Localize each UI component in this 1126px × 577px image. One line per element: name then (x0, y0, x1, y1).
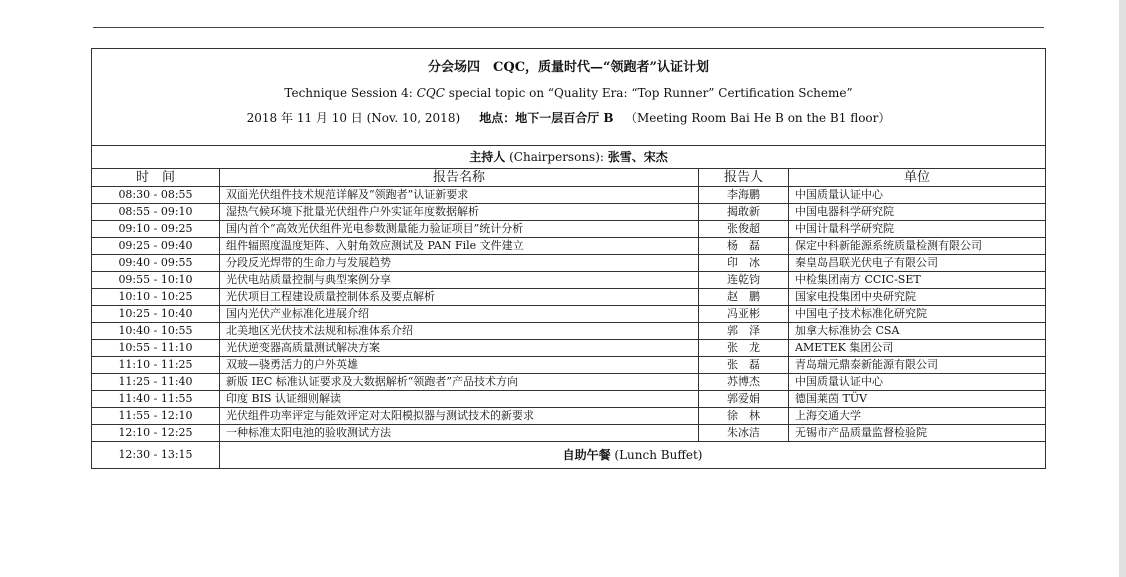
row-speaker: 赵 鹏 (699, 289, 789, 306)
row-speaker: 揭敢新 (699, 204, 789, 221)
chair-label-en: (Chairpersons): (505, 150, 608, 164)
title-en-suffix: special topic on “Quality Era: “Top Runner” Certification Scheme” (444, 86, 853, 100)
row-org: 中国电子技术标准化研究院 (789, 306, 1046, 323)
row-org: 德国莱茵 TÜV (789, 391, 1046, 408)
table-row (92, 204, 1046, 221)
row-org: 中国电器科学研究院 (789, 204, 1046, 221)
table-row (92, 289, 1046, 306)
chairpersons-cell (92, 146, 1046, 169)
row-title: 双面光伏组件技术规范详解及“领跑者”认证新要求 (220, 187, 699, 204)
row-org: 中国质量认证中心 (789, 187, 1046, 204)
session-title-row (92, 49, 1046, 146)
table-row (92, 340, 1046, 357)
row-org: 中国质量认证中心 (789, 374, 1046, 391)
row-time: 09:40 - 09:55 (92, 255, 220, 272)
row-title: 光伏项目工程建设质量控制体系及要点解析 (220, 289, 699, 306)
session-date: 2018 年 11 月 10 日 (Nov. 10, 2018) (246, 111, 461, 125)
row-title: 国内首个“高效光伏组件光电参数测量能力验证项目”统计分析 (220, 221, 699, 238)
lunch-label-cn: 自助午餐 (562, 448, 611, 462)
table-row (92, 374, 1046, 391)
row-speaker: 张 磊 (699, 357, 789, 374)
row-org: 中检集团南方 CCIC-SET (789, 272, 1046, 289)
row-org: 无锡市产品质量监督检验院 (789, 425, 1046, 442)
page-edge (1119, 0, 1126, 577)
col-header-org: 单位 (789, 169, 1046, 187)
row-org: 上海交通大学 (789, 408, 1046, 425)
table-row (92, 323, 1046, 340)
chair-label: 主持人 (469, 150, 506, 164)
row-org: 秦皇岛昌联光伏电子有限公司 (789, 255, 1046, 272)
table-row (92, 221, 1046, 238)
row-title: 新版 IEC 标准认证要求及大数据解析“领跑者”产品技术方向 (220, 374, 699, 391)
row-time: 09:55 - 10:10 (92, 272, 220, 289)
row-title: 湿热气候环境下批量光伏组件户外实证年度数据解析 (220, 204, 699, 221)
title-en-cqc: CQC (416, 86, 445, 100)
row-title: 国内光伏产业标准化进展介绍 (220, 306, 699, 323)
row-speaker: 苏博杰 (699, 374, 789, 391)
row-time: 10:55 - 11:10 (92, 340, 220, 357)
table-row (92, 187, 1046, 204)
table-row (92, 408, 1046, 425)
row-org: 加拿大标准协会 CSA (789, 323, 1046, 340)
table-row (92, 238, 1046, 255)
column-header-row (92, 169, 1046, 187)
title-en-prefix: Technique Session 4: (284, 86, 417, 100)
row-time: 10:10 - 10:25 (92, 289, 220, 306)
table-row (92, 391, 1046, 408)
row-speaker: 李海鹏 (699, 187, 789, 204)
row-time: 08:55 - 09:10 (92, 204, 220, 221)
table-row (92, 425, 1046, 442)
row-org: AMETEK 集团公司 (789, 340, 1046, 357)
session-title-cell (92, 49, 1046, 146)
col-header-title: 报告名称 (220, 169, 699, 187)
session-title-en (92, 82, 1045, 104)
table-row (92, 272, 1046, 289)
row-time: 09:10 - 09:25 (92, 221, 220, 238)
session-date-venue (92, 107, 1045, 129)
row-time: 09:25 - 09:40 (92, 238, 220, 255)
row-speaker: 张 龙 (699, 340, 789, 357)
session-title-cn: 分会场四 CQC，质量时代—“领跑者”认证计划 (428, 60, 710, 75)
row-time: 10:40 - 10:55 (92, 323, 220, 340)
chair-names: 张雪、宋杰 (607, 150, 668, 164)
row-time: 11:10 - 11:25 (92, 357, 220, 374)
row-title: 一种标准太阳电池的验收测试方法 (220, 425, 699, 442)
row-title: 组件辐照度温度矩阵、入射角效应测试及 PAN File 文件建立 (220, 238, 699, 255)
row-title: 光伏逆变器高质量测试解决方案 (220, 340, 699, 357)
col-header-speaker: 报告人 (699, 169, 789, 187)
lunch-label-en: (Lunch Buffet) (610, 448, 703, 462)
row-speaker: 郭 泽 (699, 323, 789, 340)
row-title: 光伏电站质量控制与典型案例分享 (220, 272, 699, 289)
row-speaker: 杨 磊 (699, 238, 789, 255)
lunch-label (220, 442, 1046, 469)
table-row (92, 255, 1046, 272)
session-schedule-table (91, 48, 1046, 469)
row-time: 12:10 - 12:25 (92, 425, 220, 442)
row-title: 北美地区光伏技术法规和标准体系介绍 (220, 323, 699, 340)
row-title: 分段反光焊带的生命力与发展趋势 (220, 255, 699, 272)
row-time: 08:30 - 08:55 (92, 187, 220, 204)
row-speaker: 徐 林 (699, 408, 789, 425)
row-speaker: 张俊超 (699, 221, 789, 238)
lunch-time: 12:30 - 13:15 (92, 442, 220, 469)
row-time: 11:25 - 11:40 (92, 374, 220, 391)
row-title: 印度 BIS 认证细则解读 (220, 391, 699, 408)
row-org: 保定中科新能源系统质量检测有限公司 (789, 238, 1046, 255)
col-header-time: 时 间 (92, 169, 220, 187)
row-speaker: 朱冰洁 (699, 425, 789, 442)
row-time: 11:55 - 12:10 (92, 408, 220, 425)
lunch-row (92, 442, 1046, 469)
venue-en: （Meeting Room Bai He B on the B1 floor） (625, 111, 891, 125)
header-rule (93, 27, 1044, 28)
venue-label: 地点：地下一层百合厅 B (479, 111, 614, 125)
row-org: 国家电投集团中央研究院 (789, 289, 1046, 306)
row-time: 11:40 - 11:55 (92, 391, 220, 408)
row-speaker: 冯亚彬 (699, 306, 789, 323)
row-time: 10:25 - 10:40 (92, 306, 220, 323)
row-speaker: 连乾钧 (699, 272, 789, 289)
row-speaker: 印 冰 (699, 255, 789, 272)
table-row (92, 306, 1046, 323)
row-org: 中国计量科学研究院 (789, 221, 1046, 238)
row-title: 双玻—骁勇活力的户外英雄 (220, 357, 699, 374)
row-title: 光伏组件功率评定与能效评定对太阳模拟器与测试技术的新要求 (220, 408, 699, 425)
chairpersons-row (92, 146, 1046, 169)
table-row (92, 357, 1046, 374)
row-speaker: 郭爱娟 (699, 391, 789, 408)
row-org: 青岛瑞元鼎泰新能源有限公司 (789, 357, 1046, 374)
